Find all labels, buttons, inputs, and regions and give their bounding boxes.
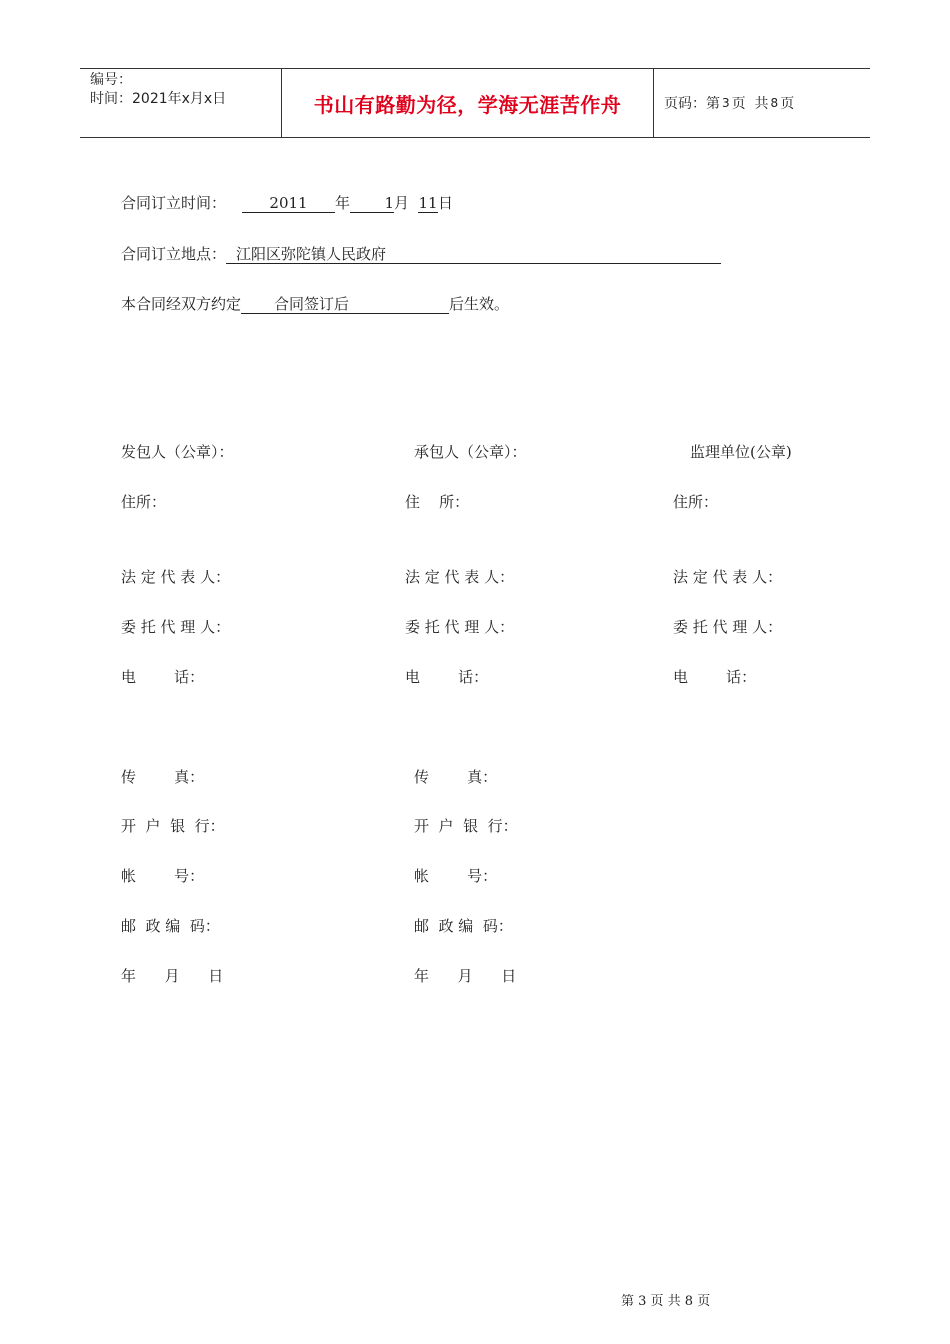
- employer-postcode-label: 邮 政 编 码：: [121, 917, 220, 935]
- contractor-date-label: 年 月 日: [414, 967, 517, 985]
- header-meta: [80, 69, 281, 137]
- contract-year-unit: 年: [335, 194, 351, 212]
- contract-place-line: [121, 244, 721, 264]
- page-header: [80, 68, 870, 138]
- header-page-current: 3: [722, 96, 730, 110]
- contract-place: 江阳区弥陀镇人民政府: [226, 245, 721, 264]
- employer-agent-label: 委 托 代 理 人：: [121, 618, 231, 636]
- employer-date-label: 年 月 日: [121, 967, 224, 985]
- contract-day: 11: [418, 194, 438, 212]
- contract-place-label: 合同订立地点：: [121, 245, 227, 263]
- header-time: 时间：2021年x月x日: [90, 91, 227, 107]
- contractor-legal-rep-label: 法 定 代 表 人：: [405, 568, 515, 586]
- page-footer: 第 3 页 共 8 页: [621, 1294, 711, 1309]
- contract-date-line: [121, 193, 453, 213]
- header-motto: 书山有路勤为径，学海无涯苦作舟: [281, 69, 654, 137]
- supervisor-seal-label: 监理单位(公章): [690, 443, 792, 461]
- header-number: 编号：: [90, 72, 132, 88]
- header-page-total: 8: [770, 96, 779, 110]
- contractor-account-label: 帐 号：: [414, 867, 498, 885]
- contract-effect-suffix: 后生效。: [449, 295, 510, 313]
- employer-phone-label: 电 话：: [121, 668, 205, 686]
- supervisor-agent-label: 委 托 代 理 人：: [673, 618, 783, 636]
- supervisor-legal-rep-label: 法 定 代 表 人：: [673, 568, 783, 586]
- contractor-fax-label: 传 真：: [414, 768, 498, 786]
- contract-date-label: 合同订立时间：: [121, 194, 227, 212]
- contract-effect-prefix: 本合同经双方约定: [121, 295, 242, 313]
- header-page-mid: 页 共: [731, 96, 769, 112]
- header-page-suffix: 页: [780, 96, 795, 112]
- employer-seal-label: 发包人（公章）：: [121, 443, 234, 461]
- employer-address-label: 住所：: [121, 493, 167, 511]
- contractor-address-label: 住 所：: [405, 493, 470, 511]
- contract-effect-value: 合同签订后: [241, 295, 449, 314]
- header-page-prefix: 页码：第: [664, 96, 720, 112]
- employer-account-label: 帐 号：: [121, 867, 205, 885]
- supervisor-phone-label: 电 话：: [673, 668, 757, 686]
- contract-month: 1: [350, 194, 394, 213]
- contractor-seal-label: 承包人（公章）：: [414, 443, 527, 461]
- contractor-postcode-label: 邮 政 编 码：: [414, 917, 513, 935]
- header-page-info: [654, 69, 870, 137]
- employer-legal-rep-label: 法 定 代 表 人：: [121, 568, 231, 586]
- contract-year: 2011: [242, 194, 335, 213]
- contractor-phone-label: 电 话：: [405, 668, 489, 686]
- contract-effect-line: [121, 294, 509, 314]
- contract-day-unit: 日: [438, 194, 454, 212]
- contractor-bank-label: 开 户 银 行：: [414, 817, 518, 835]
- contractor-agent-label: 委 托 代 理 人：: [405, 618, 515, 636]
- contract-month-unit: 月: [394, 194, 410, 212]
- employer-fax-label: 传 真：: [121, 768, 205, 786]
- supervisor-address-label: 住所：: [673, 493, 719, 511]
- employer-bank-label: 开 户 银 行：: [121, 817, 225, 835]
